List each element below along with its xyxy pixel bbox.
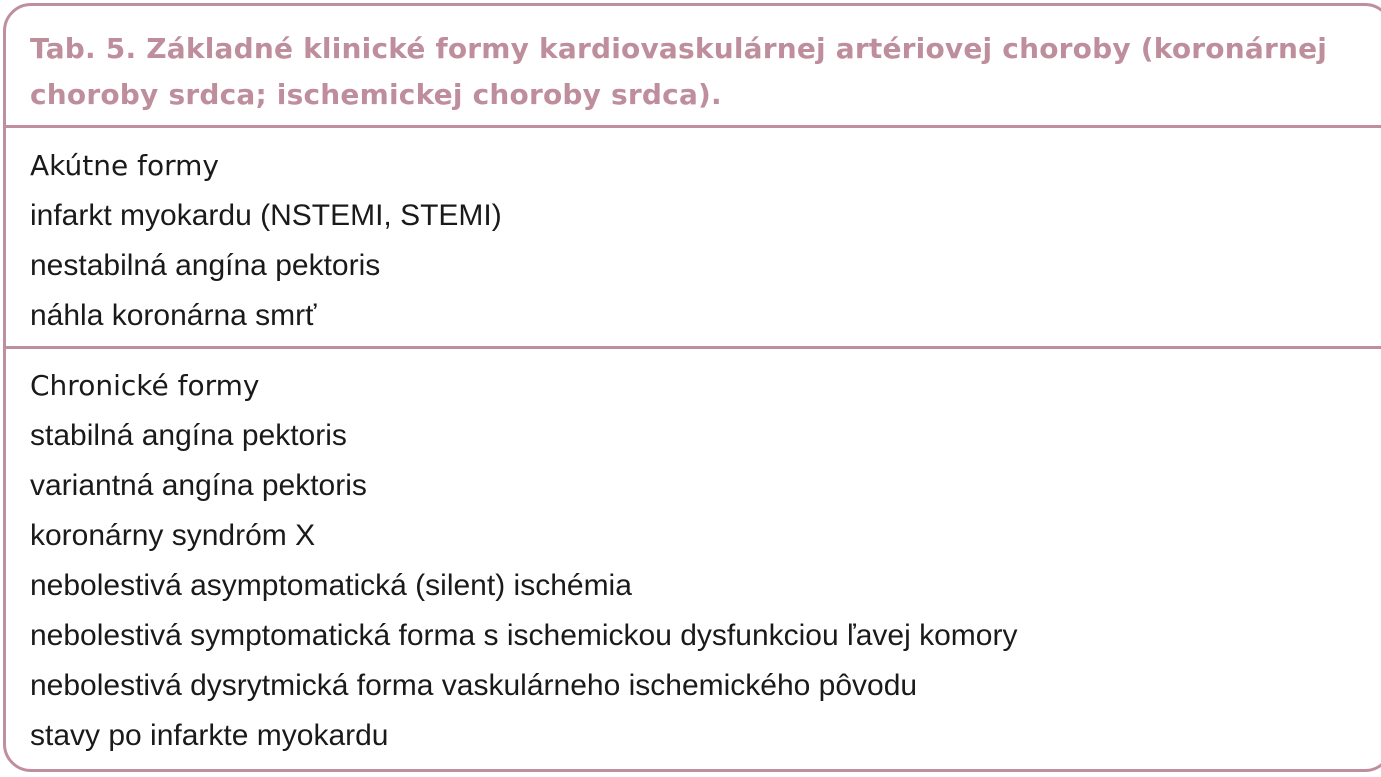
list-item: nebolestivá asymptomatická (silent) ischémia	[30, 569, 632, 602]
list-item: náhla koronárna smrť	[30, 299, 317, 332]
section-acute-forms	[30, 141, 502, 341]
list-item: variantná angína pektoris	[30, 469, 367, 502]
list-item: nebolestivá symptomatická forma s ischemickou dysfunkciou ľavej komory	[30, 619, 1018, 652]
table-caption: Tab. 5. Základné klinické formy kardiovaskulárnej artériovej choroby (koronárnej choroby srdca; ischemickej choroby srdca).	[30, 32, 1328, 111]
caption-divider	[6, 125, 1381, 128]
list-item: stavy po infarkte myokardu	[30, 719, 389, 752]
list-item: nestabilná angína pektoris	[30, 249, 381, 282]
list-item: infarkt myokardu (NSTEMI, STEMI)	[30, 199, 502, 232]
list-item: nebolestivá dysrytmická forma vaskulárneho ischemického pôvodu	[30, 669, 918, 702]
section-heading-acute: Akútne formy	[30, 149, 219, 182]
table-frame	[3, 3, 1381, 772]
list-item: stabilná angína pektoris	[30, 419, 347, 452]
section-chronic-forms	[30, 361, 1017, 761]
section-heading-chronic: Chronické formy	[30, 369, 260, 402]
list-item: koronárny syndróm X	[30, 519, 316, 552]
section-divider	[6, 346, 1381, 349]
